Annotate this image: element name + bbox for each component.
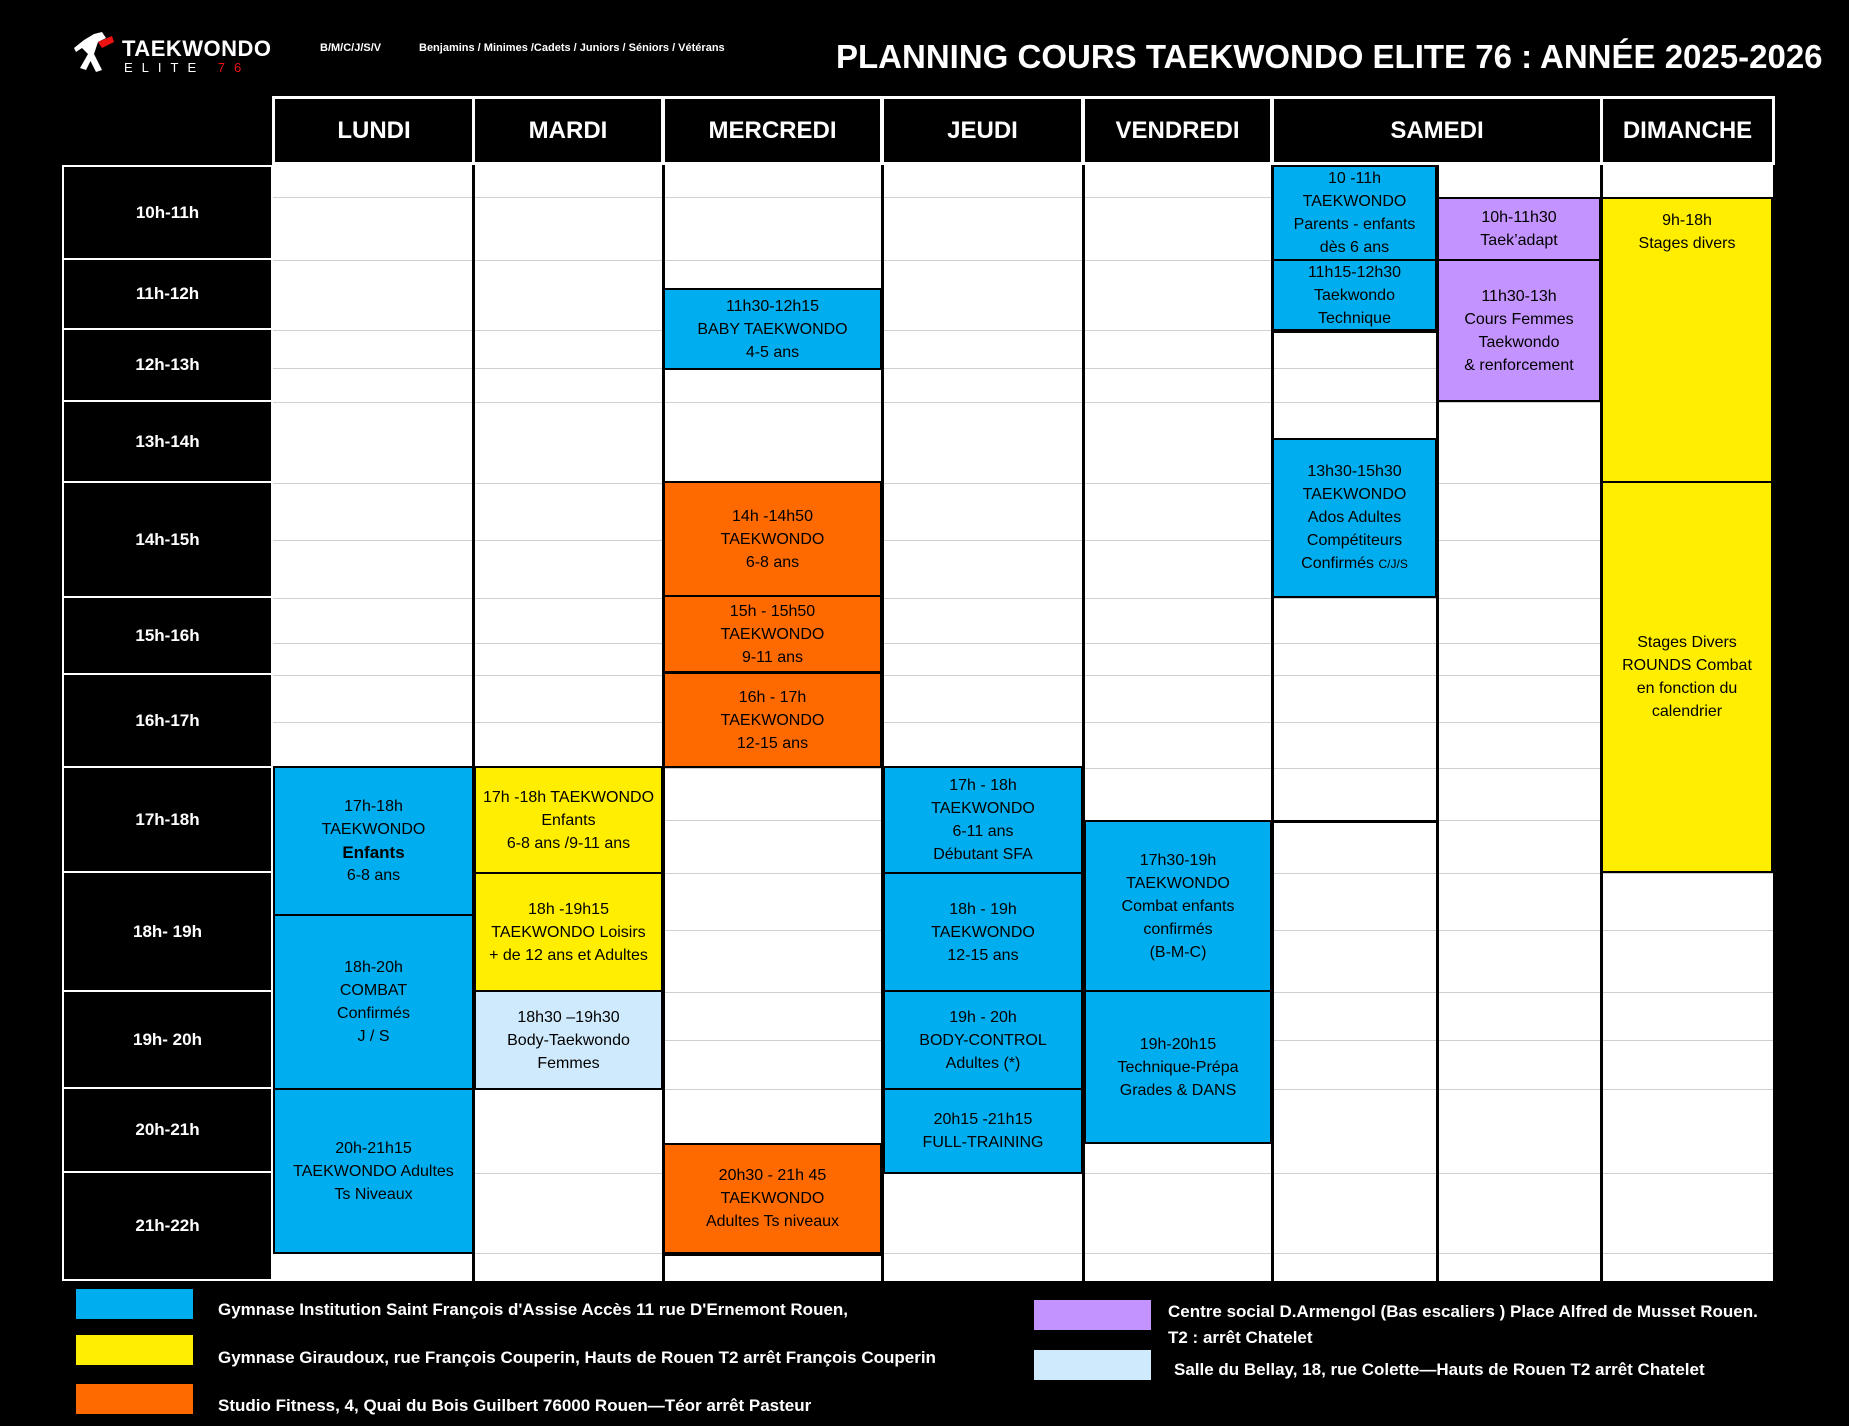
- time-slot-label: 10h-11h: [64, 167, 271, 260]
- day-header-mardi: MARDI: [472, 96, 664, 165]
- event-competiteurs[interactable]: 13h30-15h30 TAEKWONDO Ados Adultes Compétiteurs Confirmés C/J/S: [1272, 438, 1437, 598]
- event-stages-divers[interactable]: 9h-18h Stages divers: [1601, 197, 1773, 483]
- time-slot-label: 13h-14h: [64, 402, 271, 483]
- day-header-vendredi: VENDREDI: [1082, 96, 1273, 165]
- event-taekwondo-12-15[interactable]: 16h - 17h TAEKWONDO 12-15 ans: [663, 672, 882, 768]
- time-slot-label: 20h-21h: [64, 1089, 271, 1173]
- event-baby-taekwondo[interactable]: 11h30-12h15 BABY TAEKWONDO 4-5 ans: [663, 288, 882, 370]
- event-stages-rounds-combat[interactable]: Stages Divers ROUNDS Combat en fonction du calendrier: [1601, 481, 1773, 873]
- event-taekwondo-6-8[interactable]: 14h -14h50 TAEKWONDO 6-8 ans: [663, 481, 882, 597]
- event-taekwondo-loisirs[interactable]: 18h -19h15 TAEKWONDO Loisirs + de 12 ans et Adultes: [474, 872, 663, 992]
- day-header-lundi: LUNDI: [272, 96, 476, 165]
- time-slot-label: 16h-17h: [64, 675, 271, 768]
- event-taekwondo-12-15[interactable]: 18h - 19h TAEKWONDO 12-15 ans: [883, 872, 1083, 992]
- legend-yellow-text: Gymnase Giraudoux, rue François Couperin, Hauts de Rouen T2 arrêt François Couperin: [218, 1348, 936, 1367]
- event-full-training[interactable]: 20h15 -21h15 FULL-TRAINING: [883, 1088, 1083, 1174]
- event-parents-enfants[interactable]: 10 -11h TAEKWONDO Parents - enfants dès 6 ans: [1272, 165, 1437, 261]
- time-slot-label: 19h- 20h: [64, 992, 271, 1089]
- grid-line: [273, 540, 1773, 541]
- day-header-dimanche: DIMANCHE: [1600, 96, 1775, 165]
- page-title: PLANNING COURS TAEKWONDO ELITE 76 : ANNÉE 2025-2026: [836, 38, 1823, 75]
- legend-swatch-yellow: [76, 1335, 193, 1365]
- grid-line: [273, 1253, 1773, 1254]
- event-taekwondo-enfants[interactable]: 17h -18h TAEKWONDO Enfants 6-8 ans /9-11 ans: [474, 766, 663, 874]
- categories-list: Benjamins / Minimes /Cadets / Juniors / Séniors / Vétérans: [419, 42, 725, 54]
- grid-line: [273, 643, 1773, 644]
- day-header-samedi: SAMEDI: [1271, 96, 1603, 165]
- event-taekwondo-debutant[interactable]: 17h - 18h TAEKWONDO 6-11 ans Débutant SFA: [883, 766, 1083, 874]
- event-technique-prepa[interactable]: 19h-20h15 Technique-Prépa Grades & DANS: [1084, 990, 1272, 1144]
- categories-abbreviation: B/M/C/J/S/V: [320, 42, 382, 54]
- event-taekwondo-9-11[interactable]: 15h - 15h50 TAEKWONDO 9-11 ans: [663, 595, 882, 673]
- legend-orange-text: Studio Fitness, 4, Quai du Bois Guilbert 76000 Rouen—Téor arrêt Pasteur: [218, 1396, 812, 1415]
- logo-title: TAEKWONDO: [122, 36, 272, 61]
- grid-line: [273, 722, 1773, 723]
- legend-swatch-purple: [1034, 1300, 1151, 1330]
- legend-swatch-orange: [76, 1384, 193, 1414]
- legend-lightblue-text: Salle du Bellay, 18, rue Colette—Hauts de Rouen T2 arrêt Chatelet: [1174, 1360, 1705, 1379]
- grid-line: [273, 675, 1773, 676]
- legend-swatch-lightblue: [1034, 1350, 1151, 1380]
- event-taek-adapt[interactable]: 10h-11h30 Taek’adapt: [1437, 197, 1601, 261]
- time-slot-label: 17h-18h: [64, 768, 271, 873]
- legend-swatch-blue: [76, 1289, 193, 1319]
- grid-line: [1271, 820, 1437, 823]
- event-combat-enfants[interactable]: 17h30-19h TAEKWONDO Combat enfants confirmés (B-M-C): [1084, 820, 1272, 992]
- event-taekwondo-technique[interactable]: 11h15-12h30 Taekwondo Technique: [1272, 259, 1437, 331]
- time-slot-label: 12h-13h: [64, 330, 271, 402]
- day-header-mercredi: MERCREDI: [662, 96, 883, 165]
- grid-line: [273, 402, 1773, 403]
- event-body-control[interactable]: 19h - 20h BODY-CONTROL Adultes (*): [883, 990, 1083, 1090]
- logo-subtitle: ELITE 76: [124, 60, 251, 75]
- taekwondo-kick-logo-icon: [72, 30, 116, 78]
- event-combat-confirmes[interactable]: 18h-20h COMBAT Confirmés J / S: [273, 914, 474, 1090]
- event-body-taekwondo[interactable]: 18h30 –19h30 Body-Taekwondo Femmes: [474, 990, 663, 1090]
- event-taekwondo-adultes[interactable]: 20h-21h15 TAEKWONDO Adultes Ts Niveaux: [273, 1088, 474, 1254]
- legend-blue-text: Gymnase Institution Saint François d'Assise Accès 11 rue D'Ernemont Rouen,: [218, 1300, 849, 1319]
- time-slot-label: 21h-22h: [135, 1216, 200, 1235]
- grid-line: [273, 598, 1773, 599]
- event-taekwondo-enfants[interactable]: 17h-18h TAEKWONDO Enfants 6-8 ans: [273, 766, 474, 916]
- time-slot-label: 11h-12h: [64, 260, 271, 330]
- time-slot-label: 15h-16h: [64, 598, 271, 675]
- time-slot-label: 14h-15h: [64, 483, 271, 598]
- day-header-jeudi: JEUDI: [881, 96, 1084, 165]
- time-slot-label: 18h- 19h: [64, 873, 271, 992]
- event-cours-femmes[interactable]: 11h30-13h Cours Femmes Taekwondo & renforcement: [1437, 259, 1601, 402]
- legend-purple-text: Centre social D.Armengol (Bas escaliers ) Place Alfred de Musset Rouen. T2 : arrêt Chatelet: [1168, 1302, 1758, 1347]
- grid-line: [273, 483, 1773, 484]
- event-taekwondo-adultes[interactable]: 20h30 - 21h 45 TAEKWONDO Adultes Ts niveaux: [663, 1143, 882, 1254]
